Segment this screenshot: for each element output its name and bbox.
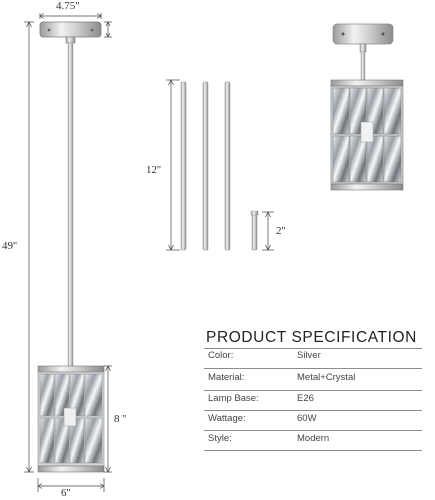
shade-height-label: 8 '': [114, 413, 127, 425]
rod-3: [225, 82, 230, 250]
spec-row-wattage: [208, 413, 422, 429]
canopy-width-label: 4.75": [56, 0, 80, 12]
spec-value: Modern: [297, 433, 330, 444]
down-rod: [68, 43, 73, 368]
spec-value: Metal+Crystal: [297, 372, 356, 383]
spec-label: Material:: [208, 372, 245, 383]
spec-divider: [204, 430, 422, 431]
rod-1: [181, 82, 186, 250]
short-rod-length-label: 2'': [276, 225, 286, 237]
short-rod: [252, 213, 257, 250]
spec-value: 60W: [297, 413, 317, 424]
main-pendant: [38, 22, 104, 472]
spec-label: Lamp Base:: [208, 393, 259, 404]
spec-row-color: [208, 350, 422, 366]
spec-label: Style:: [208, 433, 232, 444]
spec-divider: [204, 348, 422, 349]
spec-label: Color:: [208, 350, 234, 361]
shade-width-label: 6'': [61, 487, 71, 499]
spec-divider: [204, 410, 422, 411]
spec-title: PRODUCT SPECIFICATION: [206, 329, 417, 346]
spec-row-style: [208, 433, 422, 449]
spec-divider: [204, 390, 422, 391]
rod-length-label: 12'': [146, 164, 161, 176]
spec-divider: [204, 450, 422, 451]
spec-value: Silver: [297, 350, 321, 361]
spec-row-material: [208, 372, 422, 388]
spare-rods: [181, 82, 258, 250]
spec-divider: [204, 368, 422, 369]
spec-row-lamp-base: [208, 393, 422, 409]
spec-label: Wattage:: [208, 413, 246, 424]
rod-2: [203, 82, 208, 250]
crystal-shade: [38, 366, 104, 472]
product-photo: [331, 24, 403, 190]
spec-value: E26: [297, 393, 314, 404]
overall-height-label: 49'': [2, 240, 17, 252]
